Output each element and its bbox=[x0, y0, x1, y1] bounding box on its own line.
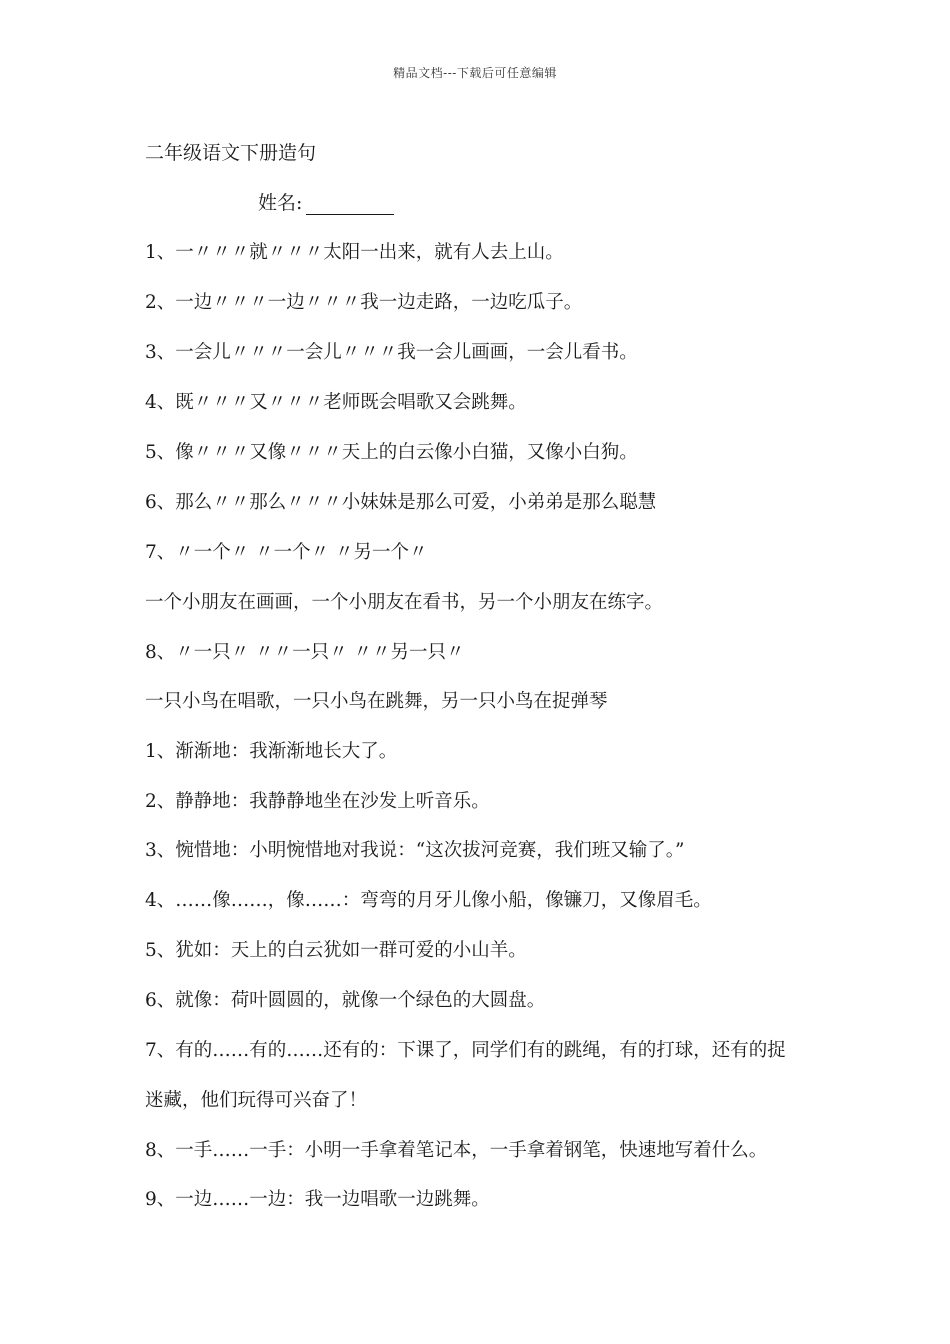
sentence-line: 3、惋惜地：小明惋惜地对我说：“这次拔河竞赛，我们班又输了。” bbox=[145, 840, 685, 861]
sentence-line: 一个小朋友在画画，一个小朋友在看书，另一个小朋友在练字。 bbox=[145, 592, 664, 613]
sentence-line: 7、〃一个〃 〃一个〃 〃另一个〃 bbox=[145, 542, 428, 563]
document-title: 二年级语文下册造句 bbox=[145, 142, 317, 164]
sentence-line: 6、就像：荷叶圆圆的，就像一个绿色的大圆盘。 bbox=[145, 990, 546, 1011]
sentence-line: 一只小鸟在唱歌，一只小鸟在跳舞，另一只小鸟在捉弹琴 bbox=[145, 691, 608, 712]
sentence-line: 2、静静地：我静静地坐在沙发上听音乐。 bbox=[145, 791, 490, 812]
sentence-line: 8、一手……一手：小明一手拿着笔记本，一手拿着钢笔，快速地写着什么。 bbox=[145, 1140, 768, 1161]
sentence-line: 迷藏，他们玩得可兴奋了！ bbox=[145, 1090, 368, 1111]
page-header: 精品文档---下载后可任意编辑 bbox=[393, 66, 557, 80]
sentence-line: 7、有的……有的……还有的：下课了，同学们有的跳绳，有的打球，还有的捉 bbox=[145, 1040, 786, 1061]
sentence-line: 8、〃一只〃 〃〃一只〃 〃〃另一只〃 bbox=[145, 642, 465, 663]
sentence-line: 5、犹如：天上的白云犹如一群可爱的小山羊。 bbox=[145, 940, 527, 961]
sentence-line: 6、那么〃〃那么〃〃〃小妹妹是那么可爱，小弟弟是那么聪慧 bbox=[145, 492, 657, 513]
sentence-line: 2、一边〃〃〃一边〃〃〃我一边走路，一边吃瓜子。 bbox=[145, 292, 583, 313]
sentence-line: 1、一〃〃〃就〃〃〃太阳一出来，就有人去上山。 bbox=[145, 242, 564, 263]
sentence-line: 4、既〃〃〃又〃〃〃老师既会唱歌又会跳舞。 bbox=[145, 392, 527, 413]
sentence-line: 9、一边……一边：我一边唱歌一边跳舞。 bbox=[145, 1189, 490, 1210]
sentence-line: 1、渐渐地：我渐渐地长大了。 bbox=[145, 741, 398, 762]
name-field-row bbox=[258, 188, 394, 215]
sentence-line: 5、像〃〃〃又像〃〃〃天上的白云像小白猫，又像小白狗。 bbox=[145, 442, 638, 463]
name-label: 姓名: bbox=[258, 192, 303, 214]
sentence-line: 4、……像……，像……：弯弯的月牙儿像小船，像镰刀，又像眉毛。 bbox=[145, 890, 712, 911]
sentence-line: 3、一会儿〃〃〃一会儿〃〃〃我一会儿画画，一会儿看书。 bbox=[145, 342, 638, 363]
name-blank-line bbox=[306, 196, 394, 215]
